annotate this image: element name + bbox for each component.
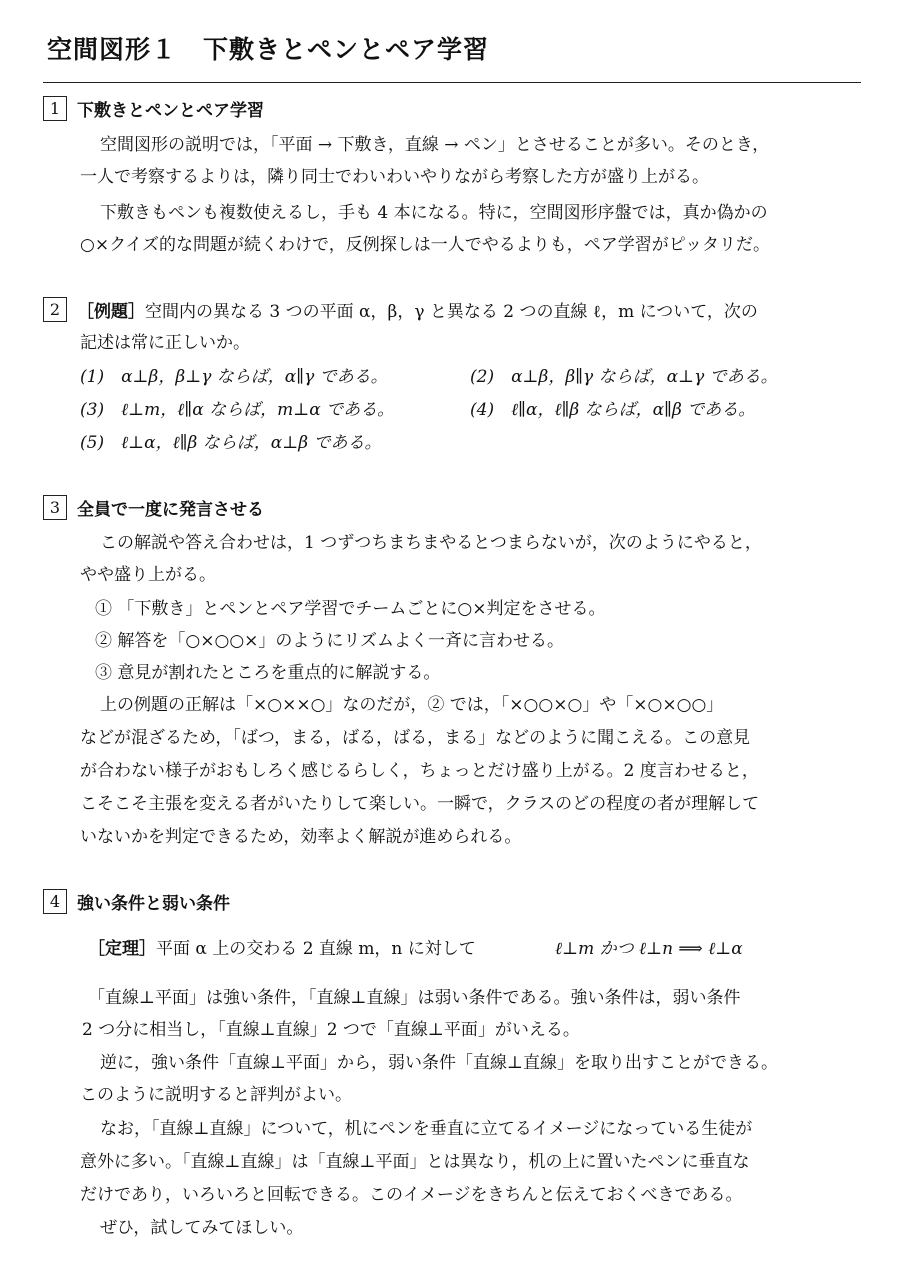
section-3-heading xyxy=(43,495,264,520)
paragraph-line: ぜひ，試してみてほしい。 xyxy=(100,1218,304,1238)
paragraph-line: 一人で考察するよりは，隣り同士でわいわいやりながら考察した方が盛り上がる。 xyxy=(80,167,709,187)
paragraph-line: 記述は常に正しいか。 xyxy=(80,333,250,353)
paragraph-line: いないかを判定できるため，効率よく解説が進められる。 xyxy=(80,827,522,847)
section-number-box: 3 xyxy=(43,495,67,520)
step-1: ① 「下敷き」とペンとペア学習でチームごとに○×判定をさせる。 xyxy=(95,599,606,619)
example-item-1: (1) α⊥β，β⊥γ ならば，α∥γ である。 xyxy=(80,367,388,387)
paragraph-line: 下敷きもペンも複数使えるし，手も 4 本になる。特に，空間図形序盤では，真か偽かの xyxy=(100,203,768,223)
section-number-box: 1 xyxy=(43,96,67,121)
section-title: 強い条件と弱い条件 xyxy=(77,894,230,914)
theorem-line xyxy=(88,934,476,959)
theorem-text: 平面 α 上の交わる 2 直線 m，n に対して xyxy=(156,939,476,959)
paragraph-line: だけであり，いろいろと回転できる。このイメージをきちんと伝えておくべきである。 xyxy=(80,1185,743,1205)
page-title: 空間図形１ 下敷きとペンとペア学習 xyxy=(47,35,490,64)
title-rule xyxy=(43,82,861,83)
section-number-box: 4 xyxy=(43,889,67,914)
example-item-4: (4) ℓ∥α，ℓ∥β ならば，α∥β である。 xyxy=(470,400,756,420)
theorem-label: ［定理］ xyxy=(88,939,156,959)
paragraph-line: 意外に多い。「直線⊥直線」は「直線⊥平面」とは異なり，机の上に置いたペンに垂直な xyxy=(80,1152,750,1172)
paragraph-line: が合わない様子がおもしろく感じるらしく，ちょっとだけ盛り上がる。2 度言わせると， xyxy=(80,761,759,781)
section-title: 下敷きとペンとペア学習 xyxy=(77,101,264,121)
example-intro: 空間内の異なる 3 つの平面 α，β，γ と異なる 2 つの直線 ℓ，m について，次の xyxy=(145,302,758,322)
paragraph-line: なお，「直線⊥直線」について，机にペンを垂直に立てるイメージになっている生徒が xyxy=(100,1119,753,1139)
section-4-heading xyxy=(43,889,230,914)
paragraph-line: やや盛り上がる。 xyxy=(80,565,216,585)
paragraph-line: 2 つ分に相当し，「直線⊥直線」2 つで「直線⊥平面」がいえる。 xyxy=(82,1020,580,1040)
section-1-heading xyxy=(43,96,264,121)
paragraph-line: 「直線⊥平面」は強い条件，「直線⊥直線」は弱い条件である。強い条件は，弱い条件 xyxy=(88,988,741,1008)
paragraph-line: などが混ざるため，「ばつ，まる，ばる，ばる，まる」などのように聞こえる。この意見 xyxy=(80,728,751,748)
section-title: 全員で一度に発言させる xyxy=(77,500,264,520)
example-item-2: (2) α⊥β，β∥γ ならば，α⊥γ である。 xyxy=(470,367,778,387)
example-item-5: (5) ℓ⊥α，ℓ∥β ならば，α⊥β である。 xyxy=(80,433,382,453)
section-number-box: 2 xyxy=(43,297,67,322)
paragraph-line: 逆に，強い条件「直線⊥平面」から，弱い条件「直線⊥直線」を取り出すことができる。 xyxy=(100,1053,778,1073)
paragraph-line: このように説明すると評判がよい。 xyxy=(80,1085,352,1105)
paragraph-line: 空間図形の説明では，「平面 → 下敷き，直線 → ペン」とさせることが多い。そのとき， xyxy=(100,135,770,155)
example-label: ［例題］ xyxy=(77,302,145,322)
theorem-formula: ℓ⊥m かつ ℓ⊥n ⟹ ℓ⊥α xyxy=(555,939,743,959)
paragraph-line: この解説や答え合わせは，1 つずつちまちまやるとつまらないが，次のようにやると， xyxy=(100,533,762,553)
paragraph-line: 上の例題の正解は「×○××○」なのだが，② では，「×○○×○」や「×○×○○」 xyxy=(100,695,724,715)
step-3: ③ 意見が割れたところを重点的に解説する。 xyxy=(95,663,441,683)
paragraph-line: こそこそ主張を変える者がいたりして楽しい。一瞬で，クラスのどの程度の者が理解して xyxy=(80,794,760,814)
section-2-heading xyxy=(43,297,758,322)
paragraph-line: ○×クイズ的な問題が続くわけで，反例探しは一人でやるよりも，ペア学習がピッタリだ。 xyxy=(80,235,771,255)
example-item-3: (3) ℓ⊥m，ℓ∥α ならば，m⊥α である。 xyxy=(80,400,395,420)
step-2: ② 解答を「○×○○×」のようにリズムよく一斉に言わせる。 xyxy=(95,631,565,651)
